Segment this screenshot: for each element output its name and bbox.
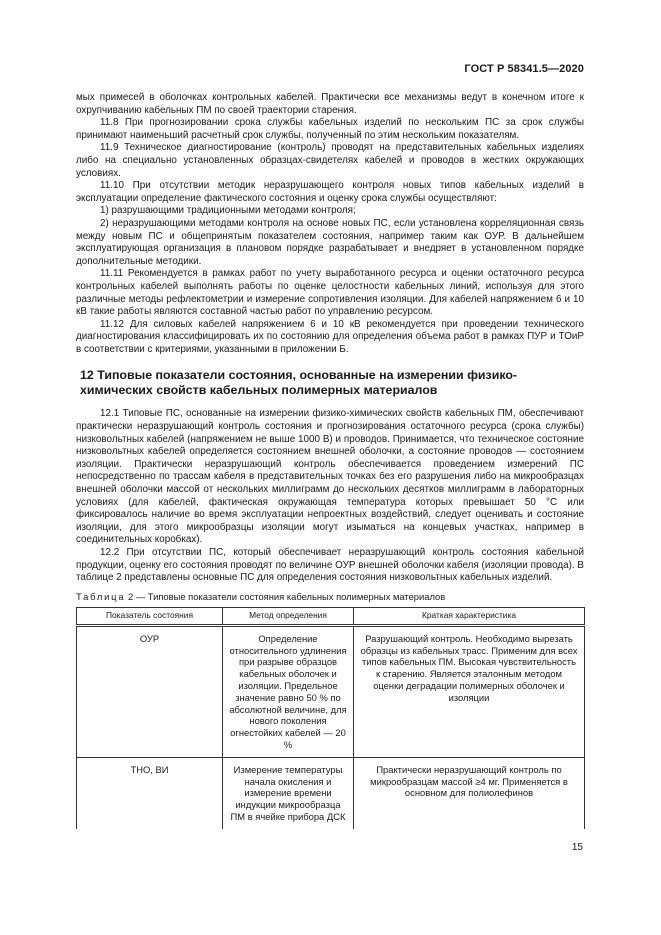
paragraph-12-1: 12.1 Типовые ПС, основанные на измерении физико-химических свойств кабельных ПМ, обеспечивают практически неразрушающий контроль состояния и прогнозирования остаточного ресурса (срока службы) низковольтных кабелей (напряжением не выше 1000 В) и проводов. Принимается, что техническое состояние низковольтных кабелей определяется состоянием внешней оболочки, а состояние проводов — состоянием изоляции. Практически неразрушающий контроль обеспечивается проведением измерений ПС непосредственно по трассам кабеля в представительных точках без его разрушения либо на микрообразцах внешней оболочки массой от нескольких миллиграмм до нескольких десятков миллиграмм в лабораторных условиях (для кабелей, фактическая окружающая температура которых превышает 50 °С или фиксировалось наличие во время эксплуатации непроектных воздействий, следует оценивать и состояние изоляции, для этого микрообразцы изоляции могут изыматься на концевых участках, например в соединительных коробках). xyxy=(76,408,584,546)
table-row xyxy=(77,757,585,828)
cell-method: Измерение температуры начала окисления и измерение времени индукции микрообразца ПМ в ячейке прибора ДСК xyxy=(223,757,354,828)
table-header-row xyxy=(77,607,585,625)
page-number: 15 xyxy=(571,842,583,853)
header-method: Метод определения xyxy=(223,607,354,625)
paragraph-11-11: 11.11 Рекомендуется в рамках работ по учету выработанного ресурса и оценки остаточного ресурса контрольных кабелей выполнять работы по оценке целостности кабельных линий, используя для этого различные методы рефлектометрии и измерение сопротивления изоляции. Для кабелей напряжением 6 и 10 кВ такие работы являются составной частью работ по управлению ресурсом. xyxy=(76,268,584,318)
page-content xyxy=(76,92,584,829)
list-item-2: 2) неразрушающими методами контроля на основе новых ПС, если установлена корреляционная связь между новым ПС и общепринятым показателем состояния, например таким как ОУР. В дальнейшем эксплуатирующая организация в плановом порядке разрабатывает и внедряет в установленном порядке дополнительные методики. xyxy=(76,217,584,267)
cell-indicator: ТНО, ВИ xyxy=(77,757,223,828)
cell-description: Практически неразрушающий контроль по микрообразцам массой ≥4 мг. Применяется в основном для полиолефинов xyxy=(354,757,585,828)
paragraph-11-8: 11.8 При прогнозировании срока службы кабельных изделий по нескольким ПС за срок службы принимают наименьший расчетный срок службы, полученный по этим нескольким показателям. xyxy=(76,117,584,141)
section-heading: 12 Типовые показатели состояния, основанные на измерении физико-химических свойств кабельных полимерных материалов xyxy=(80,368,518,398)
cell-description: Разрушающий контроль. Необходимо вырезать образцы из кабельных трасс. Применим для всех типов кабельных ПМ. Высокая чувствительность к старению. Является эталонным методом оценки деградации полимерных оболочек и изоляции xyxy=(354,625,585,757)
list-item-1: 1) разрушающими традиционными методами контроля; xyxy=(100,205,356,217)
indicators-table xyxy=(76,607,585,829)
cell-method: Определение относительного удлинения при разрыве образцов кабельных оболочек и изоляции. Предельное значение равно 50 % по абсолютной величине, для нового поколения огнестойких кабелей — 20 % xyxy=(223,625,354,757)
paragraph-11-12: 11.12 Для силовых кабелей напряжением 6 и 10 кВ рекомендуется при проведении технического диагностирования классифицировать их по состоянию для определения объема работ в рамках ПУР и ТОиР в соответствии с критериями, указанными в приложении Б. xyxy=(76,318,584,355)
table-caption-text: 2 — Типовые показатели состояния кабельных полимерных материалов xyxy=(125,590,446,602)
paragraph-continued: мых примесей в оболочках контрольных кабелей. Практически все механизмы ведут в конечном итоге к охрупчиванию кабельных ПМ по своей траектории старения. xyxy=(76,92,584,116)
table-caption xyxy=(76,591,584,603)
table-row xyxy=(77,625,585,757)
paragraph-12-2: 12.2 При отсутствии ПС, который обеспечивает неразрушающий контроль состояния кабельной продукции, оценку его состояния проводят по величине ОУР внешней оболочки кабеля (изоляции провода). В таблице 2 представлены основные ПС для определения состояния низковольтных кабельных изделий. xyxy=(76,547,584,584)
document-code: ГОСТ Р 58341.5—2020 xyxy=(464,63,584,75)
table-caption-label: Таблица xyxy=(76,590,126,602)
cell-indicator: ОУР xyxy=(77,625,223,757)
paragraph-11-10: 11.10 При отсутствии методик неразрушающего контроля новых типов кабельных изделий в эксплуатации определение фактического состояния и оценку срока службы осуществляют: xyxy=(76,180,584,204)
paragraph-11-9: 11.9 Техническое диагностирование (контроль) проводят на представительных кабельных изделиях либо на специально установленных образцах-свидетелях кабелей и проводов в жестких окружающих условиях. xyxy=(76,142,584,179)
header-indicator: Показатель состояния xyxy=(77,607,223,625)
header-description: Краткая характеристика xyxy=(354,607,585,625)
